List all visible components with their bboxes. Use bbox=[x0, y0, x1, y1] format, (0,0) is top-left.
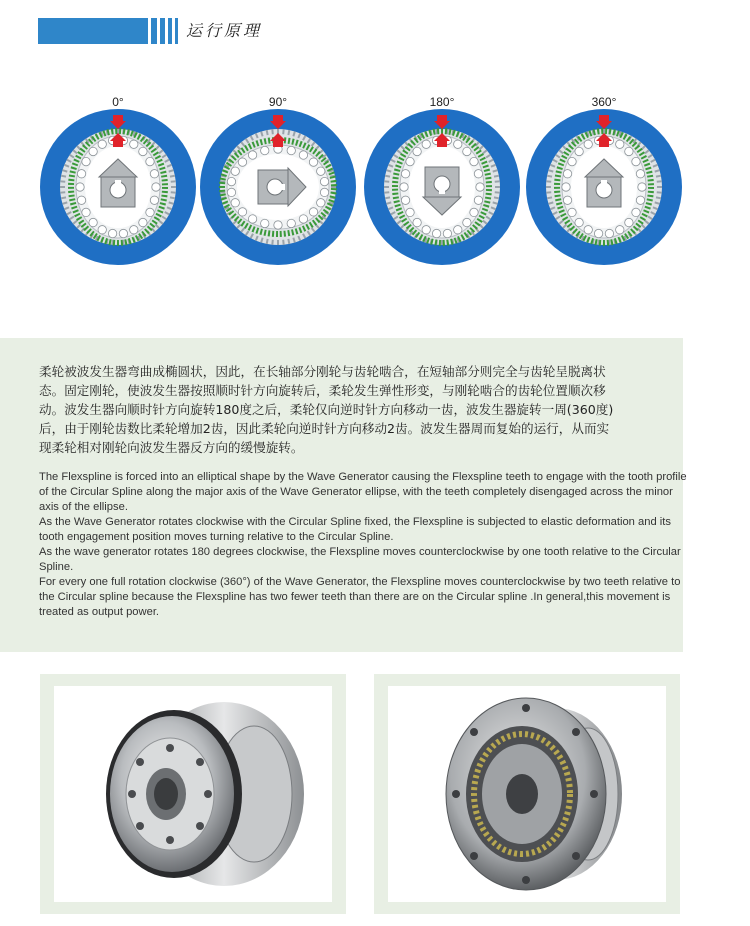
harmonic-drive-diagram bbox=[198, 95, 358, 265]
gear-diagram-0 bbox=[38, 107, 198, 267]
ball-bearing bbox=[400, 183, 408, 191]
spline-tooth bbox=[656, 176, 661, 177]
spline-tooth bbox=[655, 202, 660, 203]
ball-bearing bbox=[317, 167, 325, 175]
spline-tooth bbox=[386, 202, 391, 203]
ball-bearing bbox=[632, 157, 640, 165]
ball-bearing bbox=[422, 226, 430, 234]
ball-bearing bbox=[625, 218, 633, 226]
ball-bearing bbox=[119, 229, 127, 237]
ball-bearing bbox=[261, 146, 269, 154]
ball-bearing bbox=[463, 218, 471, 226]
ball-bearing bbox=[605, 229, 613, 237]
ball-bearing bbox=[317, 199, 325, 207]
product-photo-left bbox=[40, 674, 346, 914]
spline-tooth bbox=[493, 202, 498, 203]
ball-bearing bbox=[77, 170, 85, 178]
ball-bearing bbox=[152, 183, 160, 191]
ball-bearing bbox=[474, 196, 482, 204]
spline-tooth bbox=[288, 239, 289, 244]
ball-bearing bbox=[287, 219, 295, 227]
ball-bearing bbox=[422, 140, 430, 148]
spline-tooth bbox=[261, 238, 262, 243]
english-description bbox=[39, 470, 689, 620]
keyway bbox=[115, 180, 121, 185]
ball-bearing bbox=[432, 229, 440, 237]
angle-label: 90° bbox=[268, 95, 288, 109]
ball-bearing bbox=[274, 221, 282, 229]
spline-tooth bbox=[656, 197, 661, 198]
spline-tooth bbox=[267, 130, 268, 135]
gear-diagram-90 bbox=[198, 107, 358, 267]
spline-tooth bbox=[170, 197, 175, 198]
spline-tooth bbox=[385, 176, 390, 177]
ball-bearing bbox=[584, 140, 592, 148]
header-accent-bar bbox=[38, 18, 148, 44]
ball-bearing bbox=[309, 208, 317, 216]
harmonic-drive-diagram bbox=[524, 95, 684, 265]
english-paragraph: As the wave generator rotates 180 degrees clockwise, the Flexspline moves counterclockwise by one tooth relative to the Circular Spline. bbox=[39, 546, 681, 573]
ball-bearing bbox=[636, 170, 644, 178]
ball-bearing bbox=[227, 177, 235, 185]
ball-bearing bbox=[463, 147, 471, 155]
ball-bearing bbox=[406, 208, 414, 216]
spline-tooth bbox=[548, 170, 553, 171]
ball-bearing bbox=[474, 170, 482, 178]
ball-bearing bbox=[470, 157, 478, 165]
ball-bearing bbox=[98, 140, 106, 148]
spline-tooth bbox=[62, 202, 67, 203]
spline-tooth bbox=[494, 176, 499, 177]
ball-bearing bbox=[89, 218, 97, 226]
ball-bearing bbox=[248, 151, 256, 159]
ball-bearing bbox=[454, 140, 462, 148]
header-stripe bbox=[160, 18, 165, 44]
spline-tooth bbox=[169, 170, 174, 171]
spline-tooth bbox=[493, 170, 498, 171]
ball-bearing bbox=[89, 147, 97, 155]
spline-tooth bbox=[288, 130, 289, 135]
ball-bearing bbox=[248, 215, 256, 223]
ball-bearing bbox=[130, 226, 138, 234]
ball-bearing bbox=[76, 183, 84, 191]
english-paragraph: As the Wave Generator rotates clockwise with the Circular Spline fixed, the Flexspline is subjected to elastic deformation and its tooth engagement position moves turning relative to the Circular Spline. bbox=[39, 516, 671, 543]
harmonic-drive-diagram bbox=[38, 95, 198, 265]
gear-unit-image bbox=[54, 686, 332, 902]
ball-bearing bbox=[231, 167, 239, 175]
ball-bearing bbox=[82, 208, 90, 216]
chinese-description: 柔轮被波发生器弯曲成椭圆状，因此，在长轴部分刚轮与齿轮啮合，在短轴部分则完全与齿轮呈脱离状 态。固定刚轮，使波发生器按照顺时针方向旋转后，柔轮发生弹性形变，与刚轮啮合的齿轮位置顺次移 动。波发生器向顺时针方向旋转180度之后，柔轮仅向逆时针方向移动一齿，波发生器旋转一周(360度) 后，由于刚轮齿数比柔轮增加2齿，因此柔轮向逆时针方向移动2齿。波发生器周而复始的运行，从而实 现柔轮相对刚轮向波发生器反方向的缓慢旋转。 bbox=[39, 364, 614, 455]
ball-bearing bbox=[299, 215, 307, 223]
spline-tooth bbox=[386, 170, 391, 171]
keyway bbox=[439, 189, 445, 194]
ball-bearing bbox=[108, 229, 116, 237]
ball-bearing bbox=[575, 218, 583, 226]
ball-bearing bbox=[563, 196, 571, 204]
ball-bearing bbox=[98, 226, 106, 234]
ball-bearing bbox=[287, 146, 295, 154]
ball-bearing bbox=[568, 157, 576, 165]
ball-bearing bbox=[406, 157, 414, 165]
harmonic-drive-diagram bbox=[362, 95, 522, 265]
ball-bearing bbox=[238, 158, 246, 166]
ball-bearing bbox=[454, 226, 462, 234]
spline-tooth bbox=[547, 197, 552, 198]
angle-label: 360° bbox=[591, 95, 617, 109]
gear-diagram-360 bbox=[524, 107, 684, 267]
header-stripe bbox=[151, 18, 157, 44]
spline-tooth bbox=[655, 170, 660, 171]
ball-bearing bbox=[309, 158, 317, 166]
header-stripe bbox=[168, 18, 172, 44]
ball-bearing bbox=[470, 208, 478, 216]
ball-bearing bbox=[563, 170, 571, 178]
ball-bearing bbox=[299, 151, 307, 159]
keyway bbox=[280, 184, 285, 190]
ball-bearing bbox=[320, 188, 328, 196]
ball-bearing bbox=[227, 188, 235, 196]
ball-bearing bbox=[562, 183, 570, 191]
ball-bearing bbox=[320, 177, 328, 185]
section-title: 运行原理 bbox=[186, 21, 263, 40]
product-photo-right bbox=[374, 674, 680, 914]
ball-bearing bbox=[261, 219, 269, 227]
ball-bearing bbox=[150, 170, 158, 178]
ball-bearing bbox=[150, 196, 158, 204]
ball-bearing bbox=[632, 208, 640, 216]
gear-unit-image bbox=[388, 686, 666, 902]
ball-bearing bbox=[476, 183, 484, 191]
ball-bearing bbox=[568, 208, 576, 216]
ball-bearing bbox=[139, 147, 147, 155]
ball-bearing bbox=[413, 147, 421, 155]
spline-tooth bbox=[169, 202, 174, 203]
spline-tooth bbox=[548, 202, 553, 203]
english-paragraph: For every one full rotation clockwise (360°) of the Wave Generator, the Flexspline moves counterclockwise by two teeth relative to the Circular spline because the Flexspline has two fewer teeth than there are on the Circular spline .In general,this movement is treated as output power. bbox=[39, 576, 681, 618]
ball-bearing bbox=[146, 157, 154, 165]
ball-bearing bbox=[401, 170, 409, 178]
angle-label: 180° bbox=[429, 95, 455, 109]
spline-tooth bbox=[61, 176, 66, 177]
spline-tooth bbox=[61, 197, 66, 198]
spline-tooth bbox=[261, 131, 262, 136]
ball-bearing bbox=[146, 208, 154, 216]
spline-tooth bbox=[62, 170, 67, 171]
ball-bearing bbox=[636, 196, 644, 204]
ball-bearing bbox=[231, 199, 239, 207]
angle-label: 0° bbox=[112, 95, 124, 109]
spline-tooth bbox=[293, 131, 294, 136]
gear-diagram-180 bbox=[362, 107, 522, 267]
spline-tooth bbox=[293, 238, 294, 243]
ball-bearing bbox=[77, 196, 85, 204]
keyway bbox=[601, 180, 607, 185]
ball-bearing bbox=[584, 226, 592, 234]
spline-tooth bbox=[267, 239, 268, 244]
ball-bearing bbox=[638, 183, 646, 191]
ball-bearing bbox=[594, 229, 602, 237]
ball-bearing bbox=[616, 226, 624, 234]
ball-bearing bbox=[130, 140, 138, 148]
english-paragraph: The Flexspline is forced into an elliptical shape by the Wave Generator causing the Flexspline teeth to engage with the tooth profile of the Circular Spline along the major axis of the Wave Generator ellipse, with the teeth completely disengaged across the minor axis of the ellipse. bbox=[39, 471, 687, 513]
ball-bearing bbox=[413, 218, 421, 226]
spline-tooth bbox=[385, 197, 390, 198]
ball-bearing bbox=[82, 157, 90, 165]
header-stripe bbox=[175, 18, 178, 44]
ball-bearing bbox=[625, 147, 633, 155]
ball-bearing bbox=[616, 140, 624, 148]
ball-bearing bbox=[443, 229, 451, 237]
ball-bearing bbox=[139, 218, 147, 226]
ball-bearing bbox=[238, 208, 246, 216]
spline-tooth bbox=[547, 176, 552, 177]
spline-tooth bbox=[170, 176, 175, 177]
spline-tooth bbox=[494, 197, 499, 198]
ball-bearing bbox=[575, 147, 583, 155]
ball-bearing bbox=[401, 196, 409, 204]
